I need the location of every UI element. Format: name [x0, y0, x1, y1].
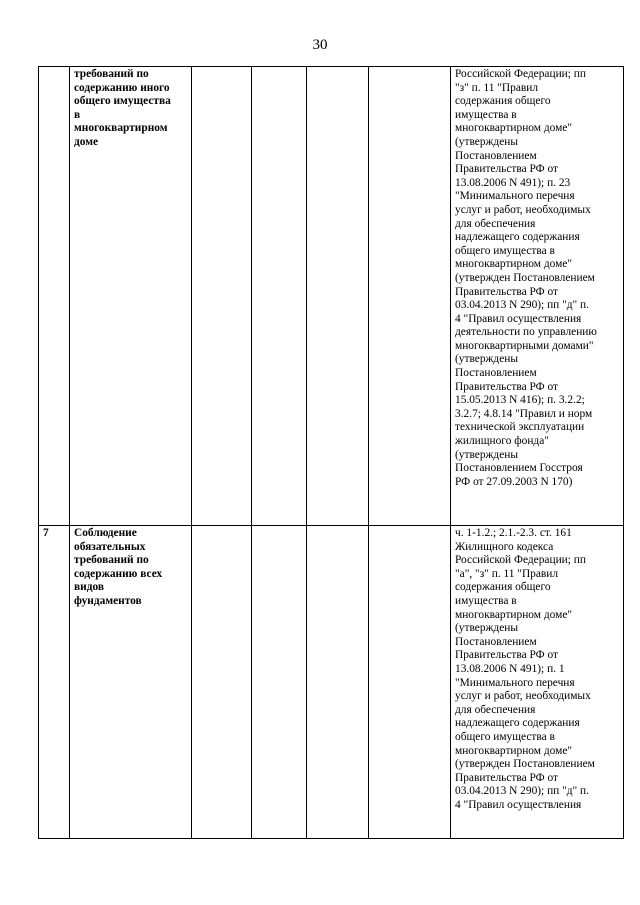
requirement-line: доме — [74, 135, 99, 148]
legal-acts-line: многоквартирными домами" — [455, 339, 594, 352]
requirement-cell — [70, 526, 192, 839]
requirement-line: видов — [74, 581, 105, 594]
empty-cell — [307, 67, 369, 526]
legal-acts-line: Правительства РФ от — [455, 771, 559, 784]
requirement-line: многоквартирном — [74, 122, 168, 135]
requirement-line: содержанию иного — [74, 81, 170, 94]
empty-cell — [369, 67, 451, 526]
empty-cell — [192, 526, 252, 839]
legal-acts-line: для обеспечения — [455, 217, 536, 230]
legal-acts-line: 3.2.7; 4.8.14 "Правил и норм — [455, 407, 593, 420]
legal-acts-line: Правительства РФ от — [455, 380, 559, 393]
legal-acts-line: Постановлением — [455, 635, 537, 648]
legal-acts-line: технической эксплуатации — [455, 421, 585, 434]
legal-acts-line: деятельности по управлению — [455, 326, 597, 339]
row-number-cell: 7 — [39, 526, 70, 839]
legal-acts-line: многоквартирном доме" — [455, 122, 573, 135]
legal-acts-line: Постановлением — [455, 367, 537, 380]
requirement-line: обязательных — [74, 540, 146, 553]
legal-acts-line: Правительства РФ от — [455, 285, 559, 298]
legal-acts-line: "Минимального перечня — [455, 676, 575, 689]
table-row — [39, 526, 624, 839]
legal-acts-line: (утверждены — [455, 448, 518, 461]
legal-acts-line: Постановлением — [455, 149, 537, 162]
legal-acts-line: содержания общего — [455, 95, 551, 108]
legal-acts-cell — [451, 526, 624, 839]
row-number-cell — [39, 67, 70, 526]
requirements-table — [38, 66, 624, 839]
legal-acts-line: надлежащего содержания — [455, 717, 580, 730]
legal-acts-line: 03.04.2013 N 290); пп "д" п. — [455, 299, 589, 312]
legal-acts-line: 13.08.2006 N 491); п. 1 — [455, 662, 565, 675]
legal-acts-line: (утверждены — [455, 622, 518, 635]
legal-acts-line: (утверждены — [455, 353, 518, 366]
legal-acts-line: общего имущества в — [455, 244, 555, 257]
legal-acts-line: (утвержден Постановлением — [455, 271, 595, 284]
legal-acts-line: содержания общего — [455, 581, 551, 594]
legal-acts-line: надлежащего содержания — [455, 231, 580, 244]
legal-acts-line: для обеспечения — [455, 703, 536, 716]
table-row — [39, 67, 624, 526]
requirement-line: в — [74, 108, 81, 121]
legal-acts-line: Правительства РФ от — [455, 163, 559, 176]
legal-acts-line: 15.05.2013 N 416); п. 3.2.2; — [455, 394, 585, 407]
legal-acts-line: многоквартирном доме" — [455, 744, 573, 757]
requirement-line: содержанию всех — [74, 567, 163, 580]
empty-cell — [252, 526, 307, 839]
requirement-cell — [70, 67, 192, 526]
legal-acts-line: (утвержден Постановлением — [455, 758, 595, 771]
legal-acts-line: имущества в — [455, 594, 517, 607]
legal-acts-line: (утверждены — [455, 135, 518, 148]
empty-cell — [192, 67, 252, 526]
legal-acts-line: Российской Федерации; пп — [455, 68, 586, 80]
legal-acts-cell — [451, 67, 624, 526]
legal-acts-line: "Минимального перечня — [455, 190, 575, 203]
legal-acts-line: услуг и работ, необходимых — [455, 690, 591, 703]
legal-acts-line: 4 "Правил осуществления — [455, 798, 582, 811]
requirement-line: фундаментов — [74, 594, 142, 607]
legal-acts-line: ч. 1-1.2.; 2.1.-2.3. ст. 161 — [455, 527, 572, 539]
legal-acts-line: 4 "Правил осуществления — [455, 312, 582, 325]
legal-acts-line: многоквартирном доме" — [455, 608, 573, 621]
requirement-line: требований по — [74, 554, 149, 567]
legal-acts-line: 03.04.2013 N 290); пп "д" п. — [455, 785, 589, 798]
legal-acts-line: общего имущества в — [455, 730, 555, 743]
legal-acts-line: РФ от 27.09.2003 N 170) — [455, 475, 573, 488]
legal-acts-line: имущества в — [455, 108, 517, 121]
legal-acts-line: Жилищного кодекса — [455, 540, 554, 553]
requirement-line: требований по — [74, 68, 149, 80]
legal-acts-line: Постановлением Госстроя — [455, 462, 583, 475]
empty-cell — [252, 67, 307, 526]
empty-cell — [369, 526, 451, 839]
legal-acts-line: Правительства РФ от — [455, 649, 559, 662]
legal-acts-line: многоквартирном доме" — [455, 258, 573, 271]
legal-acts-line: 13.08.2006 N 491); п. 23 — [455, 176, 571, 189]
legal-acts-line: услуг и работ, необходимых — [455, 203, 591, 216]
legal-acts-line: Российской Федерации; пп — [455, 554, 586, 567]
page-number: 30 — [312, 37, 328, 53]
legal-acts-line: жилищного фонда" — [455, 435, 549, 448]
requirement-line: Соблюдение — [74, 527, 137, 539]
requirement-line: общего имущества — [74, 95, 171, 108]
empty-cell — [307, 526, 369, 839]
legal-acts-line: "з" п. 11 "Правил — [455, 81, 539, 94]
legal-acts-line: "а", "з" п. 11 "Правил — [455, 567, 559, 580]
